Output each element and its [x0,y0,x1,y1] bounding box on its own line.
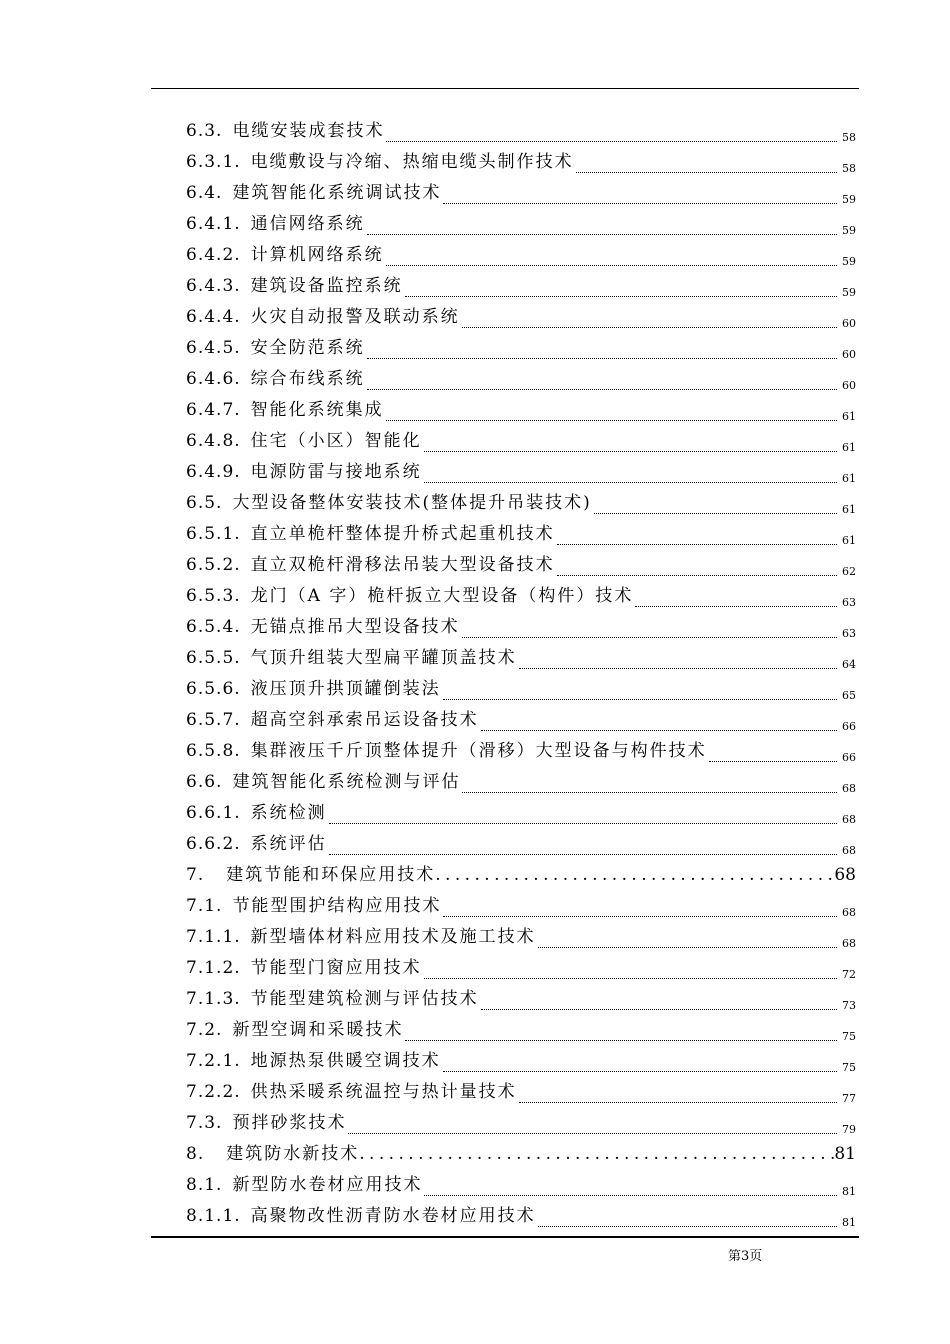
toc-entry-title: 电源防雷与接地系统 [250,462,422,482]
toc-dot-leader [329,823,837,824]
toc-entry-page: 62 [842,565,856,578]
toc-dot-leader [576,172,837,173]
toc-entry[interactable] [186,1044,856,1075]
toc-entry-number: 7.1.1. [186,927,241,947]
toc-entry-page: 72 [842,968,856,981]
toc-entry-number: 8. [186,1144,205,1164]
toc-entry-number: 6.4.7. [186,400,241,420]
toc-entry-title: 节能型建筑检测与评估技术 [250,989,479,1009]
toc-dot-leader [538,1226,837,1227]
toc-entry[interactable] [186,362,856,393]
toc-entry-title: 计算机网络系统 [250,245,384,265]
toc-dot-leader [329,854,837,855]
toc-dot-leader [557,575,837,576]
toc-entry-number: 6.5.4. [186,617,241,637]
toc-entry-number: 6.5.3. [186,586,241,606]
toc-entry[interactable] [186,920,856,951]
toc-entry[interactable] [186,548,856,579]
toc-entry[interactable] [186,703,856,734]
toc-entry-number: 6.4.3. [186,276,241,296]
toc-entry-number: 6.4. [186,183,223,203]
toc-entry[interactable] [186,486,856,517]
toc-entry[interactable] [186,982,856,1013]
toc-dot-leader [405,296,837,297]
toc-entry[interactable] [186,579,856,610]
toc-entry[interactable] [186,176,856,207]
toc-entry-number: 6.5.5. [186,648,241,668]
toc-entry-number: 7.2.2. [186,1082,241,1102]
toc-dot-leader [405,1040,837,1041]
toc-entry-page: 81 [842,1185,856,1198]
toc-entry-page: 81 [834,1144,856,1164]
toc-dot-leader [367,389,837,390]
toc-entry-number: 6.5.8. [186,741,241,761]
toc-entry-page: 68 [842,844,856,857]
toc-entry[interactable] [186,1137,856,1168]
toc-entry-number: 6.5.2. [186,555,241,575]
toc-dot-leader [519,1102,837,1103]
toc-entry-page: 60 [842,379,856,392]
toc-entry-number: 8.1.1. [186,1206,241,1226]
toc-entry[interactable] [186,765,856,796]
toc-entry[interactable] [186,641,856,672]
table-of-contents [186,114,856,1230]
toc-entry-page: 59 [842,255,856,268]
toc-entry-number: 8.1. [186,1175,223,1195]
toc-entry-number: 6.4.2. [186,245,241,265]
toc-entry[interactable] [186,331,856,362]
toc-entry-page: 60 [842,348,856,361]
toc-dot-leader [443,1071,837,1072]
toc-dot-leader [443,916,837,917]
footer-rule [151,1236,859,1238]
toc-entry-title: 新型墙体材料应用技术及施工技术 [250,927,536,947]
toc-entry-number: 7. [186,865,205,885]
toc-entry-page: 66 [842,720,856,733]
toc-entry[interactable] [186,455,856,486]
toc-entry-page: 73 [842,999,856,1012]
toc-entry[interactable] [186,1013,856,1044]
toc-dot-leader [348,1133,837,1134]
toc-entry-title: 无锚点推吊大型设备技术 [250,617,460,637]
toc-dot-leader [386,420,837,421]
toc-entry-number: 7.1.3. [186,989,241,1009]
toc-entry-number: 7.2.1. [186,1051,241,1071]
toc-entry-title: 预拌砂浆技术 [232,1113,347,1133]
toc-entry-page: 58 [842,162,856,175]
toc-entry-page: 63 [842,627,856,640]
toc-entry-page: 59 [842,224,856,237]
header-rule [151,88,859,89]
toc-entry-number: 7.3. [186,1113,223,1133]
toc-entry-number: 7.1.2. [186,958,241,978]
toc-dot-leader [538,947,837,948]
toc-entry-title: 气顶升组装大型扁平罐顶盖技术 [250,648,517,668]
toc-entry-title: 节能型门窗应用技术 [250,958,422,978]
toc-dot-leader [443,699,837,700]
toc-entry-title: 龙门（A 字）桅杆扳立大型设备（构件）技术 [250,586,634,606]
toc-dot-leader [359,1144,834,1164]
toc-dot-leader [557,544,837,545]
toc-entry[interactable] [186,269,856,300]
footer-page-number: 第3页 [728,1249,763,1264]
toc-entry-title: 大型设备整体安装技术(整体提升吊装技术) [232,493,592,513]
toc-entry-page: 65 [842,689,856,702]
toc-entry-number: 6.6.2. [186,834,241,854]
toc-entry-title: 节能型围护结构应用技术 [232,896,442,916]
toc-entry-title: 系统评估 [250,834,327,854]
toc-dot-leader [443,203,837,204]
toc-entry-page: 75 [842,1061,856,1074]
toc-entry-page: 68 [834,865,856,885]
toc-entry-title: 建筑设备监控系统 [250,276,403,296]
toc-dot-leader [424,451,837,452]
toc-entry-number: 6.5. [186,493,223,513]
toc-entry-page: 64 [842,658,856,671]
toc-entry-title: 新型防水卷材应用技术 [232,1175,423,1195]
toc-entry-page: 58 [842,131,856,144]
toc-entry-number: 6.4.5. [186,338,241,358]
toc-entry-title: 智能化系统集成 [250,400,384,420]
toc-entry-number: 6.4.1. [186,214,241,234]
toc-dot-leader [481,730,837,731]
toc-dot-leader [481,1009,837,1010]
toc-entry-page: 68 [842,906,856,919]
toc-entry[interactable] [186,1168,856,1199]
toc-entry-title: 系统检测 [250,803,327,823]
toc-dot-leader [594,513,837,514]
toc-entry[interactable] [186,1106,856,1137]
toc-entry[interactable] [186,734,856,765]
toc-entry[interactable] [186,114,856,145]
toc-entry-number: 6.4.6. [186,369,241,389]
toc-entry-number: 6.5.1. [186,524,241,544]
toc-entry[interactable] [186,207,856,238]
toc-dot-leader [367,358,837,359]
toc-entry[interactable] [186,858,856,889]
toc-entry-page: 79 [842,1123,856,1136]
toc-dot-leader [367,234,837,235]
toc-entry-title: 新型空调和采暖技术 [232,1020,404,1040]
toc-entry[interactable] [186,610,856,641]
toc-entry-title: 直立双桅杆滑移法吊装大型设备技术 [250,555,555,575]
toc-entry-page: 60 [842,317,856,330]
toc-dot-leader [386,141,837,142]
toc-entry[interactable] [186,827,856,858]
toc-entry-title: 超高空斜承索吊运设备技术 [250,710,479,730]
toc-dot-leader [386,265,837,266]
toc-entry-page: 75 [842,1030,856,1043]
toc-entry-number: 6.3.1. [186,152,241,172]
toc-entry[interactable] [186,672,856,703]
toc-entry-title: 火灾自动报警及联动系统 [250,307,460,327]
toc-entry-page: 68 [842,782,856,795]
toc-entry-number: 7.2. [186,1020,223,1040]
toc-entry-number: 6.6. [186,772,223,792]
toc-dot-leader [462,637,837,638]
toc-entry-page: 63 [842,596,856,609]
toc-dot-leader [635,606,837,607]
toc-entry-title: 建筑智能化系统检测与评估 [232,772,461,792]
toc-entry-title: 安全防范系统 [250,338,365,358]
toc-entry-page: 59 [842,286,856,299]
toc-entry[interactable] [186,889,856,920]
toc-entry-title: 集群液压千斤顶整体提升（滑移）大型设备与构件技术 [250,741,707,761]
toc-entry-number: 6.5.7. [186,710,241,730]
toc-entry-page: 61 [842,441,856,454]
toc-entry-page: 81 [842,1216,856,1229]
toc-entry[interactable] [186,238,856,269]
toc-dot-leader [435,865,834,885]
toc-entry-number: 6.3. [186,121,223,141]
toc-entry-page: 61 [842,410,856,423]
toc-entry-title: 直立单桅杆整体提升桥式起重机技术 [250,524,555,544]
toc-entry[interactable] [186,1199,856,1230]
toc-dot-leader [424,978,837,979]
toc-dot-leader [424,482,837,483]
toc-entry-number: 6.4.9. [186,462,241,482]
toc-entry-title: 液压顶升拱顶罐倒装法 [250,679,441,699]
toc-entry-page: 68 [842,937,856,950]
toc-dot-leader [519,668,837,669]
toc-entry-title: 地源热泵供暖空调技术 [250,1051,441,1071]
toc-entry-page: 66 [842,751,856,764]
toc-entry[interactable] [186,424,856,455]
toc-entry-title: 建筑防水新技术 [226,1144,360,1164]
toc-entry-title: 电缆敷设与冷缩、热缩电缆头制作技术 [250,152,574,172]
toc-entry-title: 建筑节能和环保应用技术 [226,865,436,885]
toc-entry[interactable] [186,796,856,827]
toc-entry-page: 61 [842,503,856,516]
toc-dot-leader [462,327,837,328]
toc-entry-number: 6.6.1. [186,803,241,823]
toc-entry-page: 59 [842,193,856,206]
toc-entry[interactable] [186,1075,856,1106]
toc-entry[interactable] [186,951,856,982]
toc-entry-title: 综合布线系统 [250,369,365,389]
toc-dot-leader [424,1195,837,1196]
toc-entry-number: 6.5.6. [186,679,241,699]
toc-entry[interactable] [186,393,856,424]
toc-entry-page: 68 [842,813,856,826]
toc-dot-leader [709,761,837,762]
toc-entry[interactable] [186,517,856,548]
toc-entry-title: 通信网络系统 [250,214,365,234]
toc-entry[interactable] [186,145,856,176]
toc-entry-number: 6.4.4. [186,307,241,327]
toc-entry-page: 61 [842,534,856,547]
toc-entry-title: 电缆安装成套技术 [232,121,385,141]
toc-entry-title: 高聚物改性沥青防水卷材应用技术 [250,1206,536,1226]
toc-entry-page: 61 [842,472,856,485]
toc-entry-title: 供热采暖系统温控与热计量技术 [250,1082,517,1102]
toc-entry-number: 6.4.8. [186,431,241,451]
toc-entry-page: 77 [842,1092,856,1105]
toc-entry-title: 建筑智能化系统调试技术 [232,183,442,203]
toc-entry-title: 住宅（小区）智能化 [250,431,422,451]
toc-entry-number: 7.1. [186,896,223,916]
toc-entry[interactable] [186,300,856,331]
toc-dot-leader [462,792,837,793]
